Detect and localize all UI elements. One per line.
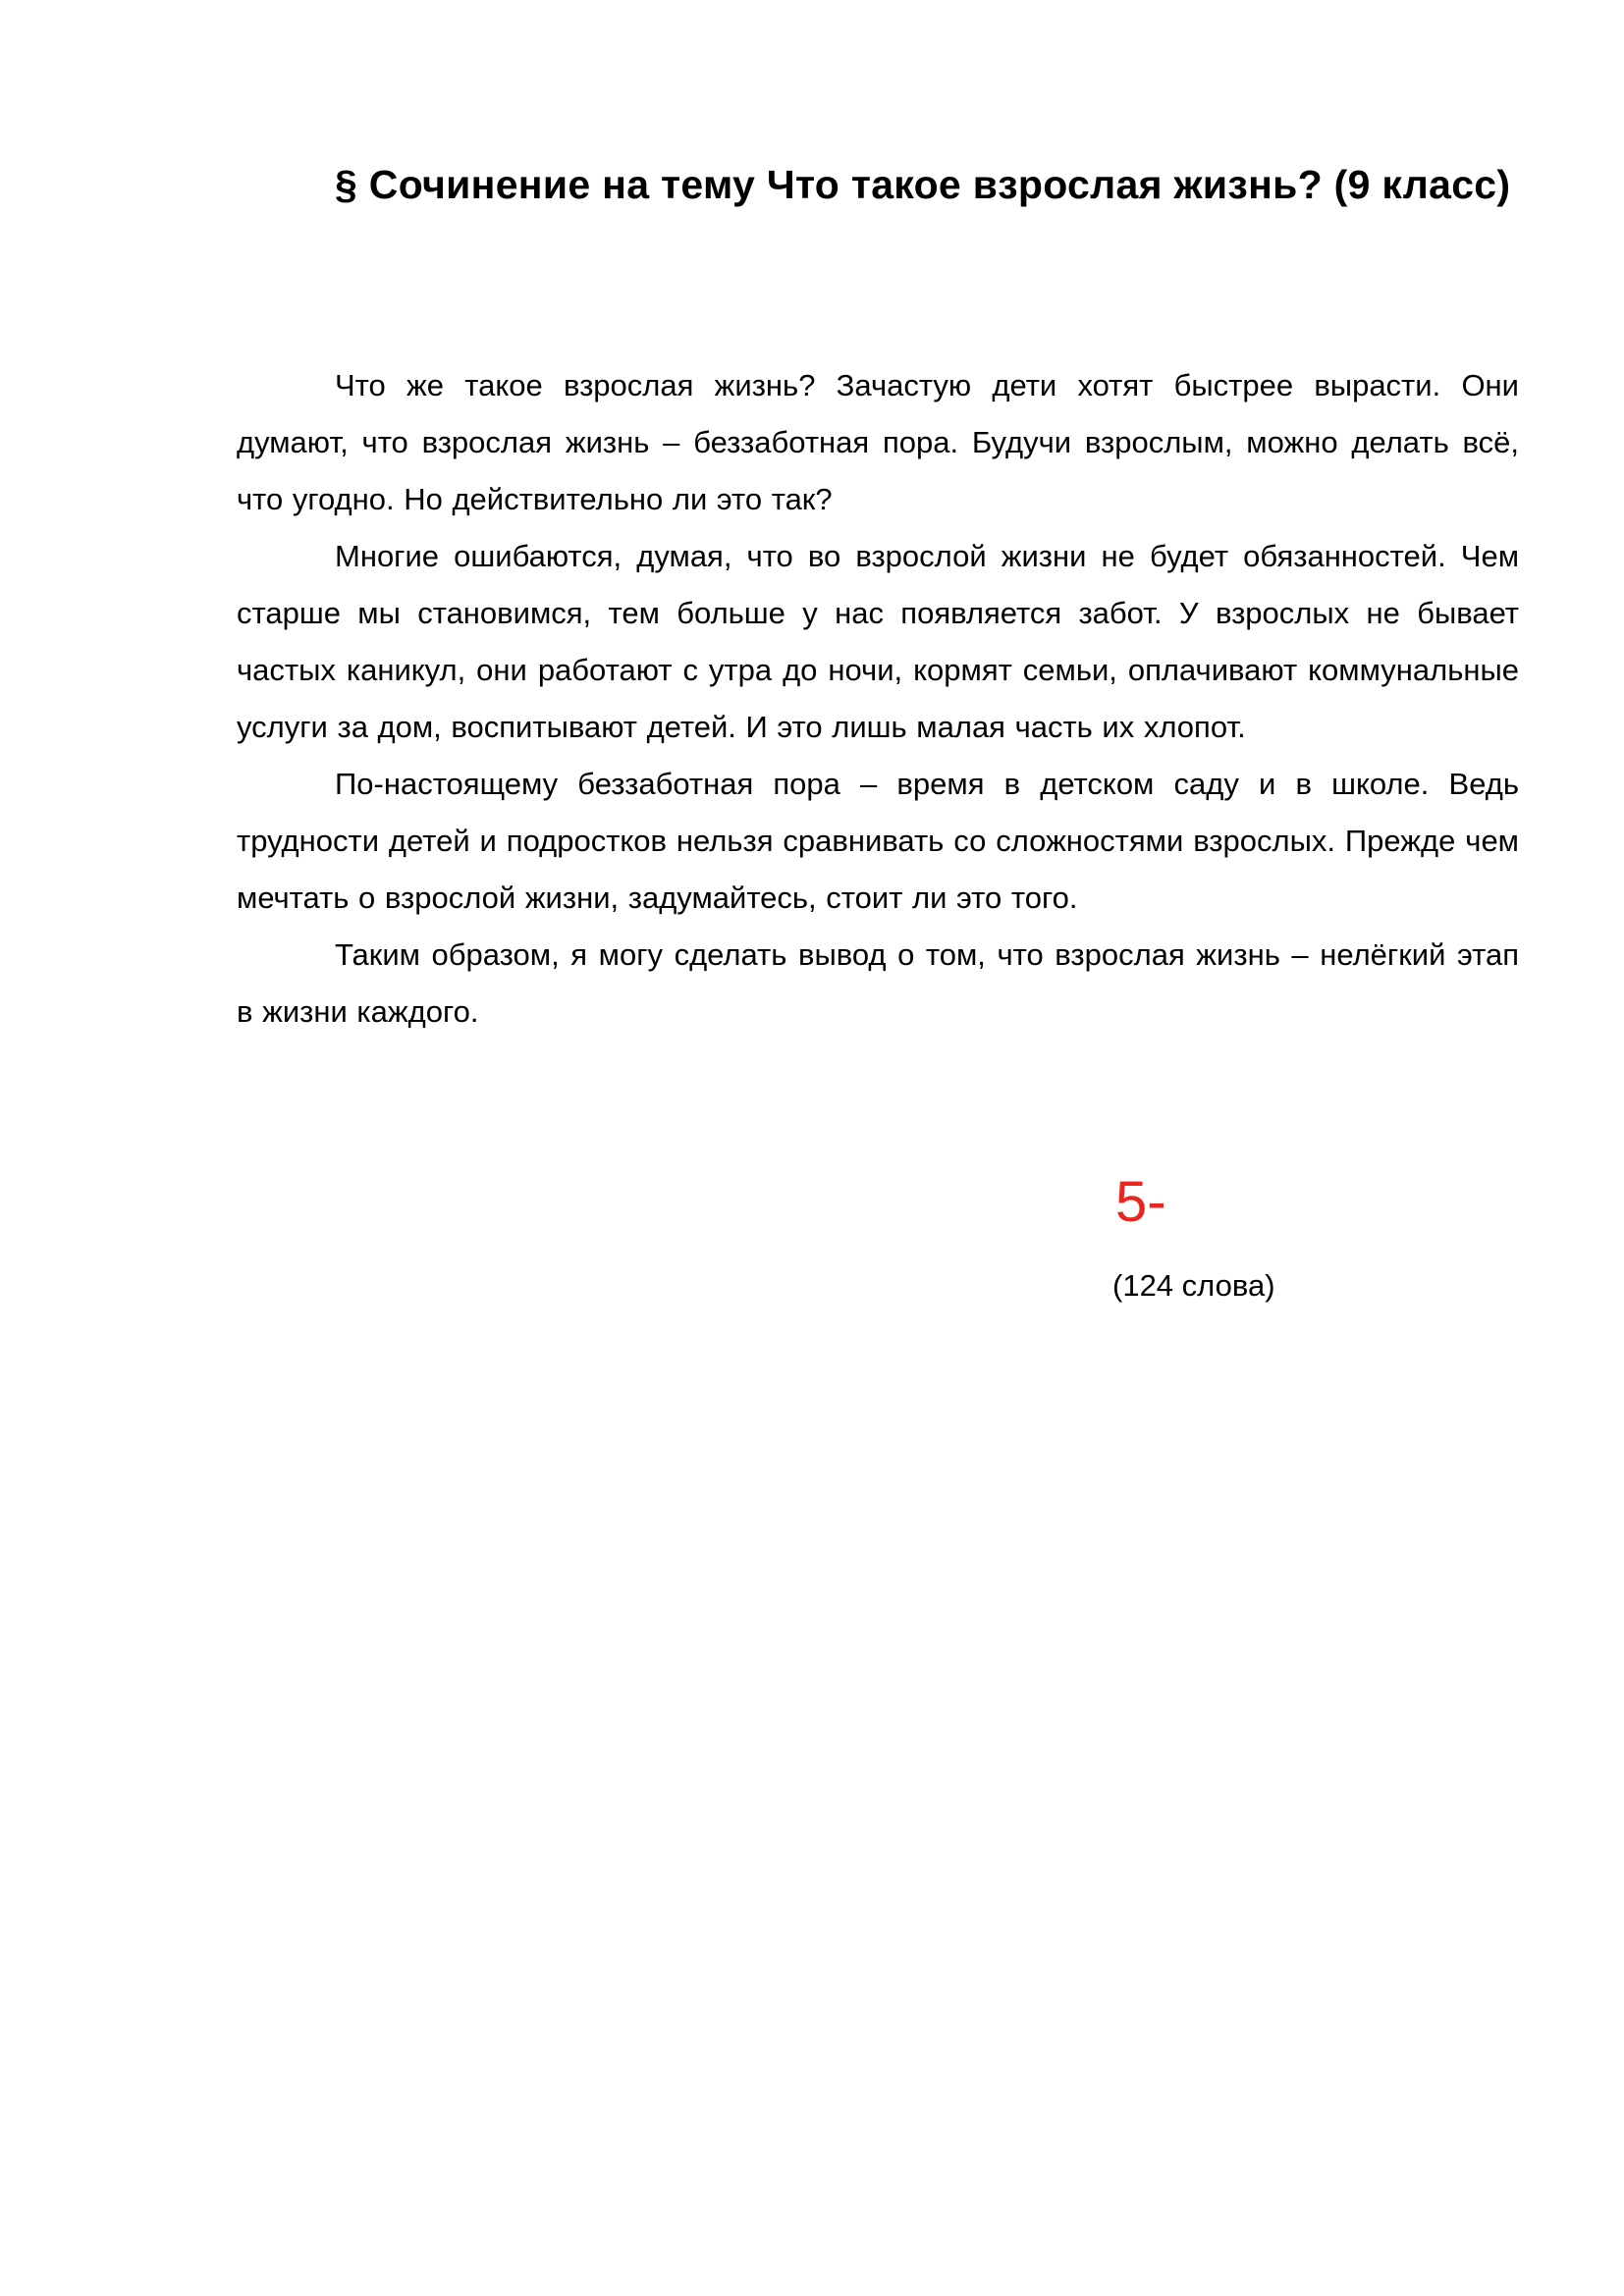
essay-body	[237, 357, 1519, 1041]
word-count: (124 слова)	[1112, 1268, 1275, 1303]
essay-title: § Сочинение на тему Что такое взрослая жизнь? (9 класс)	[335, 162, 1511, 207]
grade-mark: 5-	[1115, 1170, 1166, 1234]
essay-paragraph-3: По-настоящему беззаботная пора – время в детском саду и в школе. Ведь трудности детей и подростков нельзя сравнивать со сложностями взрослых. Прежде чем мечтать о взрослой жизни, задумайтесь, стоит ли это того.	[237, 767, 1519, 915]
essay-paragraph-2: Многие ошибаются, думая, что во взрослой жизни не будет обязанностей. Чем старше мы становимся, тем больше у нас появляется забот. У взрослых не бывает частых каникул, они работают с утра до ночи, кормят семьи, оплачивают коммунальные услуги за дом, воспитывают детей. И это лишь малая часть их хлопот.	[237, 539, 1519, 744]
essay-paragraph-4: Таким образом, я могу сделать вывод о том, что взрослая жизнь – нелёгкий этап в жизни каждого.	[237, 937, 1519, 1029]
essay-paragraph-1: Что же такое взрослая жизнь? Зачастую дети хотят быстрее вырасти. Они думают, что взрослая жизнь – беззаботная пора. Будучи взрослым, можно делать всё, что угодно. Но действительно ли это так?	[237, 368, 1519, 516]
